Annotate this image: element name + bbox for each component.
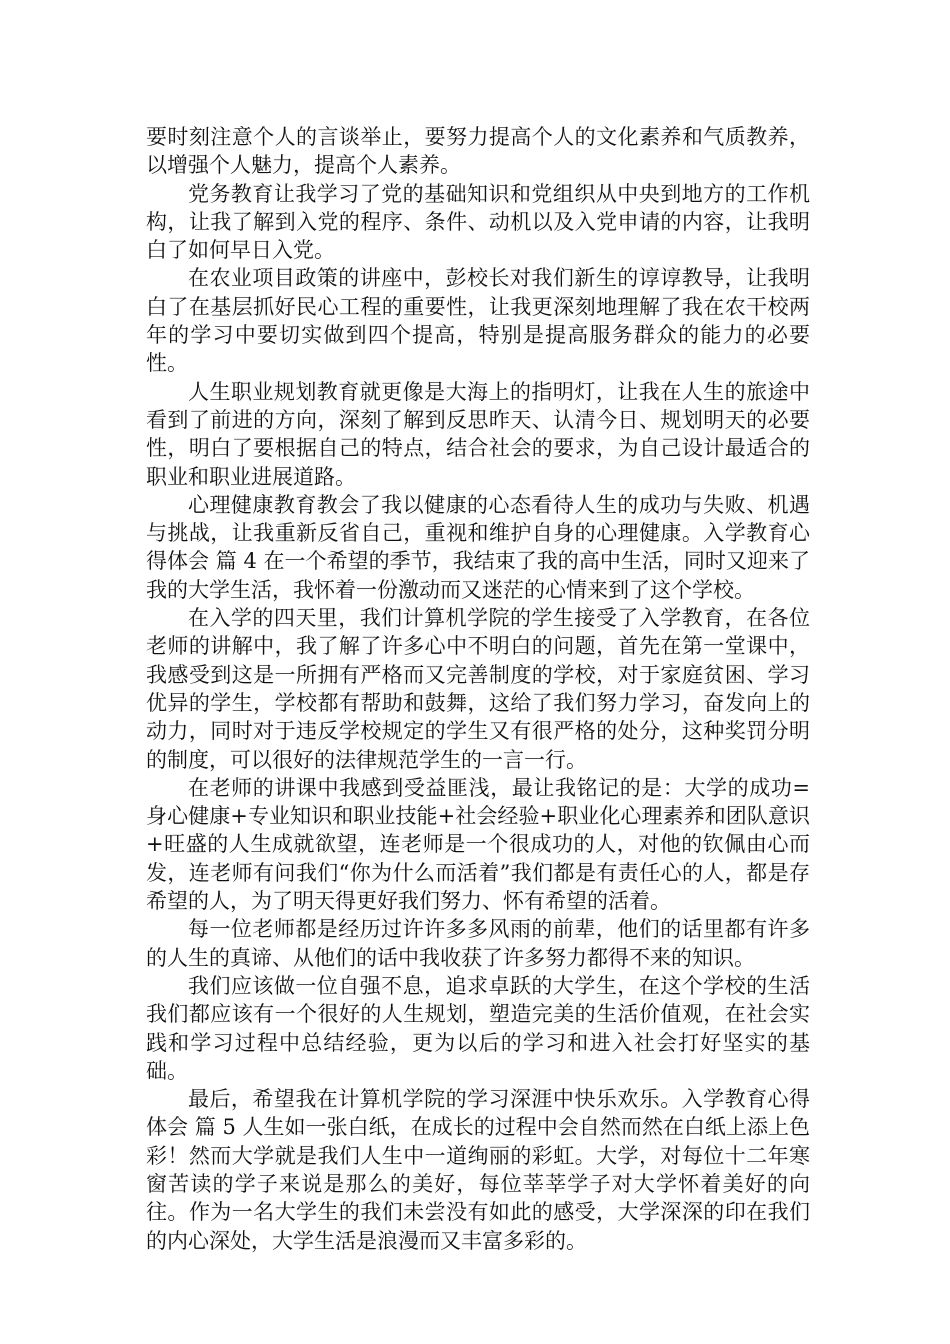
paragraph: 每一位老师都是经历过许许多多风雨的前辈，他们的话里都有许多的人生的真谛、从他们的话中我收获了许多努力都得不来的知识。 — [146, 917, 810, 970]
paragraph: 要时刻注意个人的言谈举止，要努力提高个人的文化素养和气质教养，以增强个人魅力，提高个人素养。 — [146, 125, 810, 178]
paragraph: 人生职业规划教育就更像是大海上的指明灯，让我在人生的旅途中看到了前进的方向，深刻了解到反思昨天、认清今日、规划明天的必要性，明白了要根据自己的特点，结合社会的要求，为自己设计最适合的职业和职业进展道路。 — [146, 379, 810, 489]
paragraph: 在入学的四天里，我们计算机学院的学生接受了入学教育，在各位老师的讲解中，我了解了许多心中不明白的问题，首先在第一堂课中，我感受到这是一所拥有严格而又完善制度的学校，对于家庭贫困、学习优异的学生，学校都有帮助和鼓舞，这给了我们努力学习，奋发向上的动力，同时对于违反学校规定的学生又有很严格的处分，这种奖罚分明的制度，可以很好的法律规范学生的一言一行。 — [146, 606, 810, 772]
paragraph: 我们应该做一位自强不息，追求卓跃的大学生，在这个学校的生活我们都应该有一个很好的人生规划，塑造完美的生活价值观，在社会实践和学习过程中总结经验，更为以后的学习和进入社会打好坚实的基础。 — [146, 973, 810, 1083]
paragraph: 在老师的讲课中我感到受益匪浅，最让我铭记的是：大学的成功=身心健康+专业知识和职业技能+社会经验+职业化心理素养和团队意识+旺盛的人生成就欲望，连老师是一个很成功的人，对他的钦佩由心而发，连老师有问我们“你为什么而活着”我们都是有责任心的人，都是存希望的人，为了明天得更好我们努力、怀有希望的活着。 — [146, 775, 810, 914]
paragraph: 党务教育让我学习了党的基础知识和党组织从中央到地方的工作机构，让我了解到入党的程序、条件、动机以及入党申请的内容，让我明白了如何早日入党。 — [146, 181, 810, 263]
document-body — [146, 123, 810, 1255]
paragraph: 最后，希望我在计算机学院的学习深涯中快乐欢乐。入学教育心得体会 篇 5 人生如一张白纸，在成长的过程中会自然而然在白纸上添上色彩！然而大学就是我们人生中一道绚丽的彩虹。大学，对每位十二年寒窗苦读的学子来说是那么的美好，每位莘莘学子对大学怀着美好的向往。作为一名大学生的我们未尝没有如此的感受，大学深深的印在我们的内心深处，大学生活是浪漫而又丰富多彩的。 — [146, 1087, 810, 1253]
paragraph: 心理健康教育教会了我以健康的心态看待人生的成功与失败、机遇与挑战，让我重新反省自己，重视和维护自身的心理健康。入学教育心得体会 篇 4 在一个希望的季节，我结束了我的高中生活，同时又迎来了我的大学生活，我怀着一份激动而又迷茫的心情来到了这个学校。 — [146, 492, 810, 602]
paragraph: 在农业项目政策的讲座中，彭校长对我们新生的谆谆教导，让我明白了在基层抓好民心工程的重要性，让我更深刻地理解了我在农干校两年的学习中要切实做到四个提高，特别是提高服务群众的能力的必要性。 — [146, 266, 810, 376]
